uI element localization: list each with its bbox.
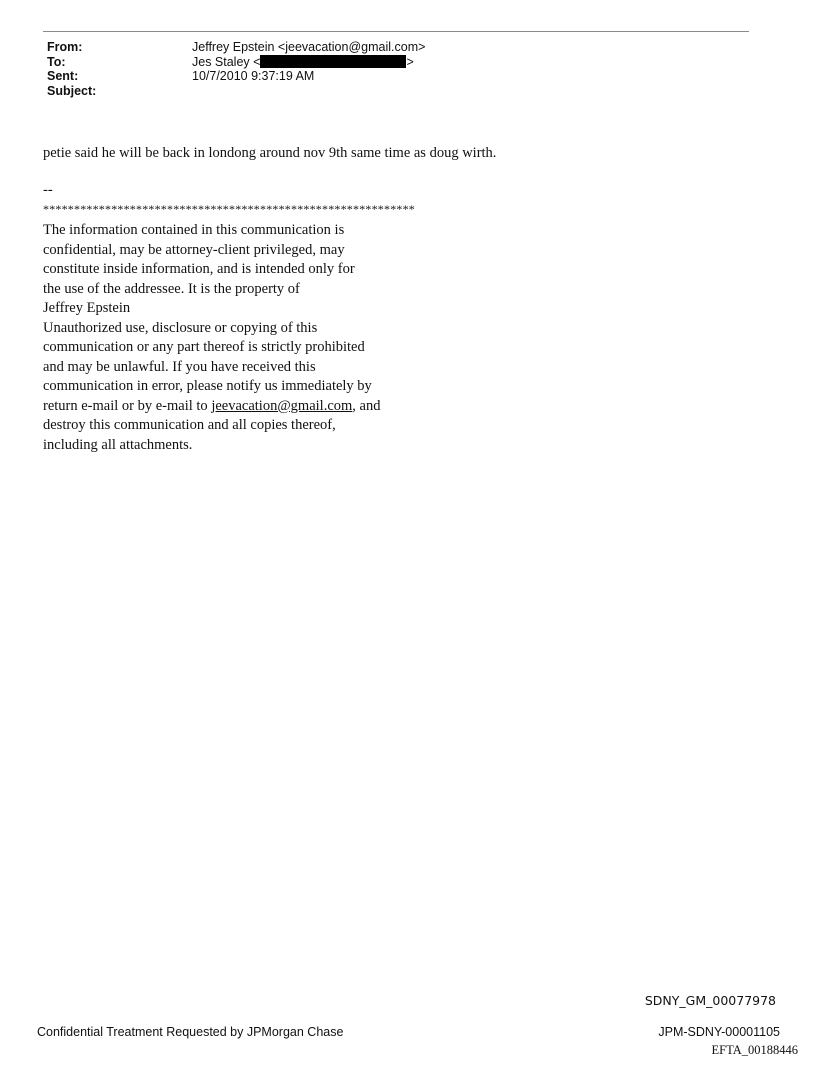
header-divider	[43, 31, 749, 32]
to-suffix: >	[406, 54, 414, 69]
sent-value: 10/7/2010 9:37:19 AM	[192, 69, 315, 83]
disclaimer-line: constitute inside information, and is intended only for	[43, 261, 355, 277]
subject-row	[47, 84, 425, 99]
bates-number-sdny: SDNY_GM_00077978	[644, 993, 776, 1008]
to-label: To:	[47, 54, 66, 69]
disclaimer-line: confidential, may be attorney-client privileged, may	[43, 241, 345, 258]
disclaimer-line: Unauthorized use, disclosure or copying of this	[43, 319, 318, 336]
sent-row	[47, 69, 425, 84]
email-body: petie said he will be back in londong around nov 9th same time as doug wirth.	[43, 145, 497, 161]
disclaimer-line: destroy this communication and all copies thereof,	[43, 417, 336, 433]
to-prefix: Jes Staley <	[192, 54, 261, 69]
signature-stars: ************************************************************	[43, 202, 415, 216]
from-value: Jeffrey Epstein <jeevacation@gmail.com>	[192, 40, 426, 54]
disclaimer-line: communication or any part thereof is strictly prohibited	[43, 339, 365, 355]
link-line-suffix: , and	[352, 397, 381, 414]
redaction-box	[260, 55, 406, 68]
disclaimer-line: The information contained in this communication is	[43, 222, 345, 238]
disclaimer-link-line	[43, 397, 380, 417]
disclaimer	[43, 221, 380, 455]
to-row	[47, 55, 425, 70]
bates-number-efta: EFTA_00188446	[711, 1043, 798, 1057]
email-header	[47, 40, 425, 98]
confidential-notice: Confidential Treatment Requested by JPMorgan Chase	[37, 1025, 344, 1039]
from-label: From:	[47, 40, 83, 54]
from-row	[47, 40, 425, 55]
sent-label: Sent:	[47, 69, 79, 83]
disclaimer-line: Jeffrey Epstein	[43, 300, 131, 316]
disclaimer-line: the use of the addressee. It is the property of	[43, 280, 300, 297]
signature-dash: --	[43, 182, 53, 198]
disclaimer-line: and may be unlawful. If you have received this	[43, 358, 316, 375]
email-link[interactable]: jeevacation@gmail.com	[211, 397, 353, 414]
link-line-prefix: return e-mail or by e-mail to	[43, 397, 212, 414]
subject-label: Subject:	[47, 83, 97, 98]
bates-number-jpm: JPM-SDNY-00001105	[658, 1025, 780, 1039]
disclaimer-line: communication in error, please notify us immediately by	[43, 378, 372, 394]
to-value	[192, 55, 414, 70]
disclaimer-line: including all attachments.	[43, 436, 193, 453]
